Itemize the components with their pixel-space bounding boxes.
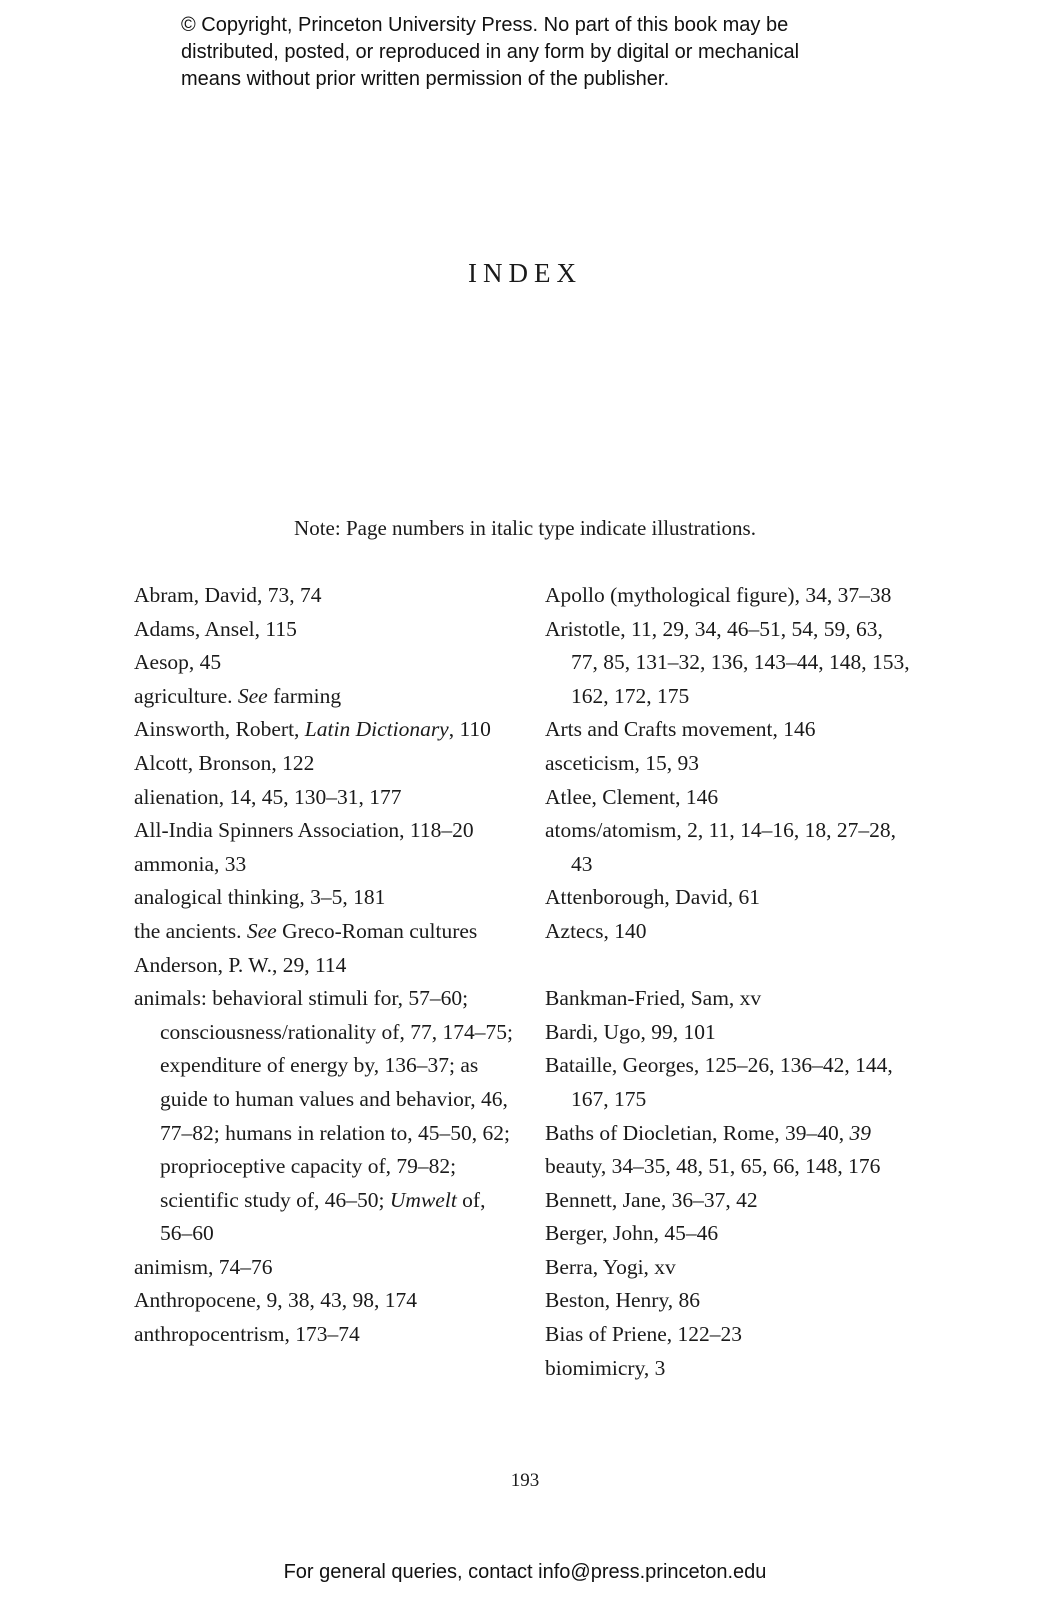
index-entry-text: Atlee, Clement, 146 bbox=[545, 784, 719, 809]
index-entry-italic: See bbox=[237, 683, 268, 708]
index-entry-text: the ancients. bbox=[134, 918, 247, 943]
index-entry-text: All-India Spinners Association, 118–20 bbox=[134, 818, 474, 843]
index-entry bbox=[134, 680, 514, 714]
index-entry-text: agriculture. bbox=[134, 683, 238, 708]
index-entry-text: Bankman-Fried, Sam, xv bbox=[545, 986, 762, 1011]
index-column-left bbox=[134, 579, 514, 1352]
index-entry bbox=[134, 1284, 514, 1318]
index-entry-text: Adams, Ansel, 115 bbox=[134, 616, 297, 641]
index-entry bbox=[545, 1150, 915, 1184]
index-entry-text: Bardi, Ugo, 99, 101 bbox=[545, 1019, 716, 1044]
entry-spacer bbox=[545, 949, 915, 983]
index-entry-text: Arts and Crafts movement, 146 bbox=[545, 717, 816, 742]
index-entry bbox=[545, 579, 915, 613]
index-entry-text: biomimicry, 3 bbox=[545, 1355, 666, 1380]
index-entry-text: Aztecs, 140 bbox=[545, 918, 647, 943]
page-title: INDEX bbox=[468, 258, 582, 288]
index-entry-text: Beston, Henry, 86 bbox=[545, 1288, 701, 1313]
index-entry-text: Bataille, Georges, 125–26, 136–42, 144, 167, 175 bbox=[545, 1053, 893, 1111]
index-entry-text: Aristotle, 11, 29, 34, 46–51, 54, 59, 63, 77, 85, 131–32, 136, 143–44, 148, 153, 162, 172, 175 bbox=[545, 616, 910, 708]
index-entry-text: , 110 bbox=[448, 717, 491, 742]
index-entry-text: Aesop, 45 bbox=[134, 650, 222, 675]
index-entry-text: Berra, Yogi, xv bbox=[545, 1254, 676, 1279]
index-entry-italic: 39 bbox=[849, 1120, 872, 1145]
index-entry-text: Abram, David, 73, 74 bbox=[134, 583, 322, 607]
index-entry bbox=[134, 881, 514, 915]
index-entry-text: asceticism, 15, 93 bbox=[545, 750, 700, 775]
index-entry-text: anthropocentrism, 173–74 bbox=[134, 1322, 360, 1347]
footer-contact: For general queries, contact info@press.princeton.edu bbox=[283, 1561, 767, 1583]
index-entry bbox=[134, 814, 514, 848]
index-entry bbox=[545, 1318, 915, 1352]
index-entry bbox=[134, 613, 514, 647]
index-entry-text: Bennett, Jane, 36–37, 42 bbox=[545, 1187, 758, 1212]
index-entry-italic: Umwelt bbox=[389, 1187, 457, 1212]
index-entry bbox=[545, 747, 915, 781]
index-entry-text: Greco-Roman cultures bbox=[276, 918, 478, 943]
page-number: 193 bbox=[510, 1470, 540, 1491]
index-entry-italic: Latin Dictionary bbox=[304, 717, 449, 742]
index-entry-text: Anderson, P. W., 29, 114 bbox=[134, 952, 347, 977]
copyright-line: distributed, posted, or reproduced in any form by digital or mechanical bbox=[181, 41, 800, 63]
index-entry-text: animals: behavioral stimuli for, 57–60; consciousness/rationality of, 77, 174–75; expenditure of energy by, 136–37; as guide to human values and behavior, 46, 77–82; humans in relation to, 45–50, 62; proprioceptive capacity of, 79–82; scientific study of, 46–50; bbox=[134, 986, 513, 1212]
index-entry bbox=[545, 1217, 915, 1251]
index-entry-text: atoms/atomism, 2, 11, 14–16, 18, 27–28, 43 bbox=[545, 818, 896, 876]
index-column-right bbox=[545, 579, 915, 1385]
index-entry bbox=[134, 848, 514, 882]
index-entry-text: Bias of Priene, 122–23 bbox=[545, 1322, 743, 1347]
index-entry bbox=[134, 982, 514, 1251]
index-entry bbox=[545, 881, 915, 915]
index-entry bbox=[545, 1352, 915, 1386]
index-entry bbox=[134, 713, 514, 747]
index-entry-text: Berger, John, 45–46 bbox=[545, 1221, 719, 1246]
index-entry bbox=[134, 1251, 514, 1285]
index-entry-text: animism, 74–76 bbox=[134, 1254, 273, 1279]
copyright-line: means without prior written permission of the publisher. bbox=[181, 68, 670, 90]
index-entry-italic: See bbox=[246, 918, 277, 943]
index-entry bbox=[545, 1284, 915, 1318]
index-entry bbox=[545, 814, 915, 881]
index-entry bbox=[134, 915, 514, 949]
index-entry bbox=[134, 747, 514, 781]
index-entry bbox=[134, 949, 514, 983]
index-entry bbox=[545, 982, 915, 1016]
index-entry-text: of, 56–60 bbox=[160, 1187, 486, 1246]
index-entry bbox=[545, 781, 915, 815]
index-entry bbox=[545, 1049, 915, 1116]
copyright-notice bbox=[181, 12, 941, 93]
index-entry bbox=[545, 1184, 915, 1218]
index-entry-text: Alcott, Bronson, 122 bbox=[134, 750, 315, 775]
index-entry-text: Apollo (mythological figure), 34, 37–38 bbox=[545, 583, 892, 607]
index-entry-text: beauty, 34–35, 48, 51, 65, 66, 148, 176 bbox=[545, 1154, 881, 1179]
index-entry-text: alienation, 14, 45, 130–31, 177 bbox=[134, 784, 402, 809]
index-entry bbox=[134, 781, 514, 815]
index-entry-text: Anthropocene, 9, 38, 43, 98, 174 bbox=[134, 1288, 418, 1313]
index-entry bbox=[134, 579, 514, 613]
index-entry bbox=[545, 1117, 915, 1151]
index-entry-text: Attenborough, David, 61 bbox=[545, 885, 760, 910]
index-entry-text: ammonia, 33 bbox=[134, 851, 247, 876]
index-entry bbox=[134, 646, 514, 680]
index-entry-text: Ainsworth, Robert, bbox=[134, 717, 305, 742]
index-entry bbox=[545, 713, 915, 747]
index-entry bbox=[545, 1016, 915, 1050]
index-entry bbox=[545, 915, 915, 949]
copyright-line: © Copyright, Princeton University Press. No part of this book may be bbox=[181, 14, 789, 36]
index-entry bbox=[545, 613, 915, 714]
index-entry bbox=[134, 1318, 514, 1352]
index-entry-text: farming bbox=[267, 683, 342, 708]
index-entry bbox=[545, 1251, 915, 1285]
index-entry-text: Baths of Diocletian, Rome, 39–40, bbox=[545, 1120, 850, 1145]
index-note: Note: Page numbers in italic type indicate illustrations. bbox=[294, 516, 756, 540]
index-entry-text: analogical thinking, 3–5, 181 bbox=[134, 885, 386, 910]
